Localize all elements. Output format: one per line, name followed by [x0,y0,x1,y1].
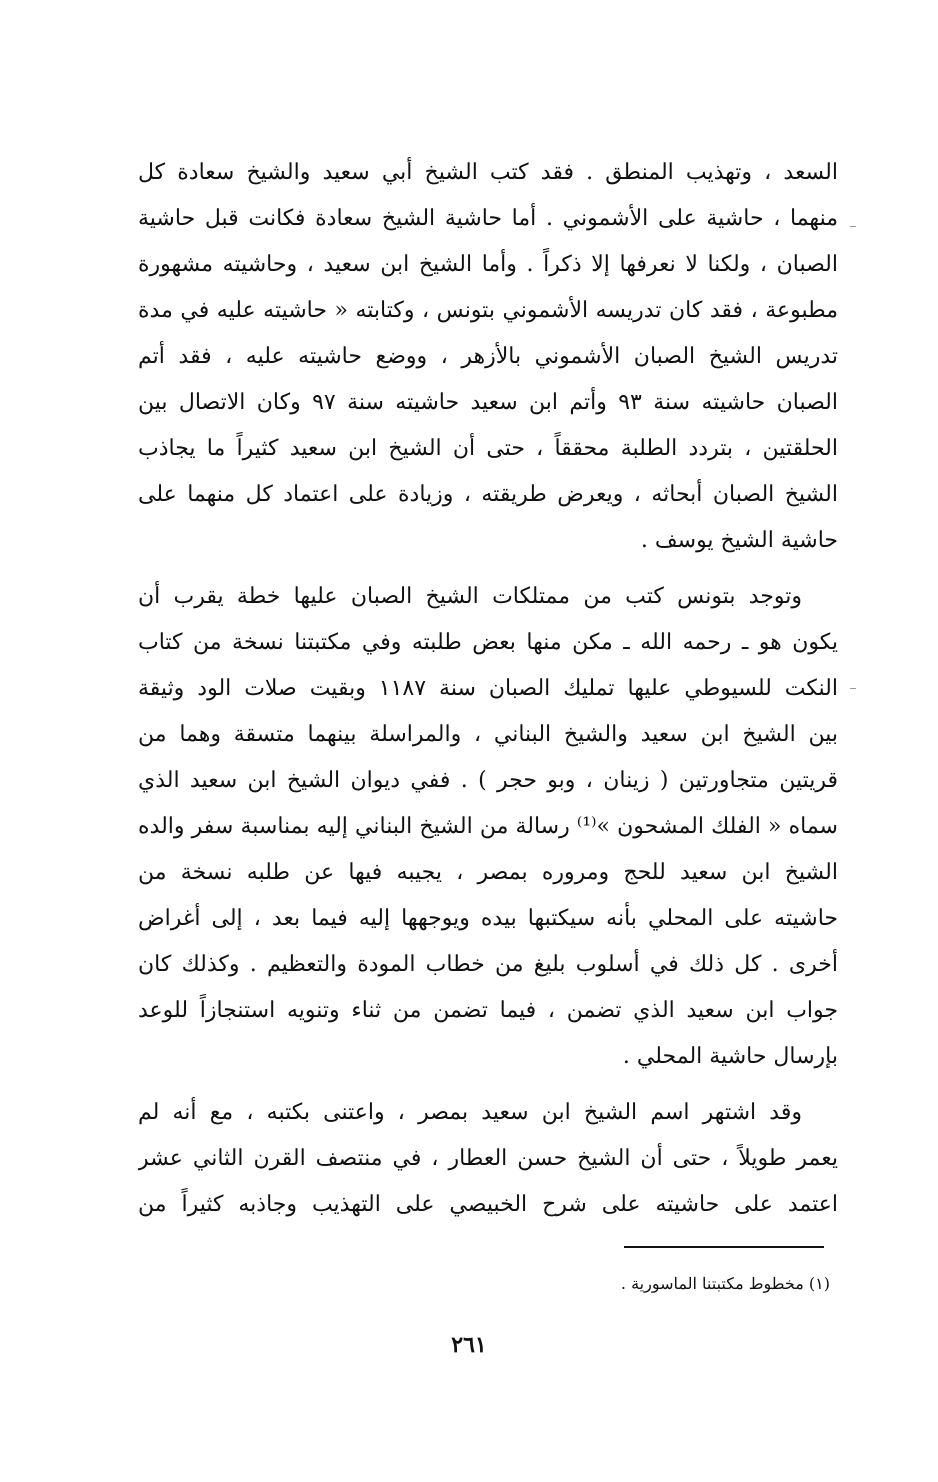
text-line: الحلقتين ، بتردد الطلبة محققاً ، حتى أن الشيخ ابن سعيد كثيراً ما يجاذب [138,436,838,461]
page-number: ٢٦١ [451,1332,487,1358]
text-line: منهما ، حاشية على الأشموني . أما حاشية الشيخ سعادة فكانت قبل حاشية [138,206,838,231]
paragraph-1 [138,150,838,564]
text-line: وقد اشتهر اسم الشيخ ابن سعيد بمصر ، واعتنى بكتبه ، مع أنه لم [138,1100,802,1125]
text-line: اعتمد على حاشيته على شرح الخبيصي على التهذيب وجاذبه كثيراً من [138,1192,838,1217]
text-line: الشيخ الصبان أبحاثه ، ويعرض طريقته ، وزيادة على اعتماد كل منهما على [138,482,838,507]
footnote: (١) مخطوط مكتبتنا الماسورية . [620,1274,830,1293]
text-line: سماه « الفلك المشحون »⁽¹⁾ رسالة من الشيخ البناني إليه بمناسبة سفر والده [138,814,838,839]
footnote-separator [624,1246,824,1248]
text-line: بإرسال حاشية المحلي . [622,1044,838,1069]
text-line: يعمر طويلاً ، حتى أن الشيخ حسن العطار ، في منتصف القرن الثاني عشر [138,1146,838,1171]
text-line: قريتين متجاورتين ( زينان ، وبو حجر ) . ففي ديوان الشيخ ابن سعيد الذي [138,768,838,793]
text-line: يكون هو ـ رحمه الله ـ مكن منها بعض طلبته وفي مكتبتنا نسخة من كتاب [138,630,838,655]
text-line: الصبان ، ولكنا لا نعرفها إلا ذكراً . وأما الشيخ ابن سعيد ، وحاشيته مشهورة [138,252,838,277]
margin-mark [850,688,856,689]
paragraph-3 [138,1090,838,1228]
text-line: السعد ، وتهذيب المنطق . فقد كتب الشيخ أبي سعيد والشيخ سعادة كل [138,160,838,185]
text-line: مطبوعة ، فقد كان تدريسه الأشموني بتونس ، وكتابته « حاشيته عليه في مدة [138,298,838,323]
text-line: الشيخ ابن سعيد للحج ومروره بمصر ، يجيبه فيها عن طلبه نسخة من [138,860,838,885]
text-line: النكت للسيوطي عليها تمليك الصبان سنة ١١٨٧ وبقيت صلات الود وثيقة [138,676,838,701]
text-line: الصبان حاشيته سنة ٩٣ وأتم ابن سعيد حاشيته سنة ٩٧ وكان الاتصال بين [138,390,838,415]
text-line: جواب ابن سعيد الذي تضمن ، فيما تضمن من ثناء وتنويه استنجازاً للوعد [138,998,838,1023]
text-line: وتوجد بتونس كتب من ممتلكات الشيخ الصبان عليها خطة يقرب أن [138,584,802,609]
paragraph-2 [138,574,838,1080]
text-line: أخرى . كل ذلك في أسلوب بليغ من خطاب المودة والتعظيم . وكذلك كان [138,952,838,977]
text-line: تدريس الشيخ الصبان الأشموني بالأزهر ، ووضع حاشيته عليه ، فقد أتم [138,344,838,369]
text-line: بين الشيخ ابن سعيد والشيخ البناني ، والمراسلة بينهما متسقة وهما من [138,722,838,747]
text-line: حاشيته على المحلي بأنه سيكتبها بيده ويوجهها إليه فيما بعد ، إلى أغراض [138,906,838,931]
margin-mark [850,226,856,227]
text-line: حاشية الشيخ يوسف . [640,528,838,553]
